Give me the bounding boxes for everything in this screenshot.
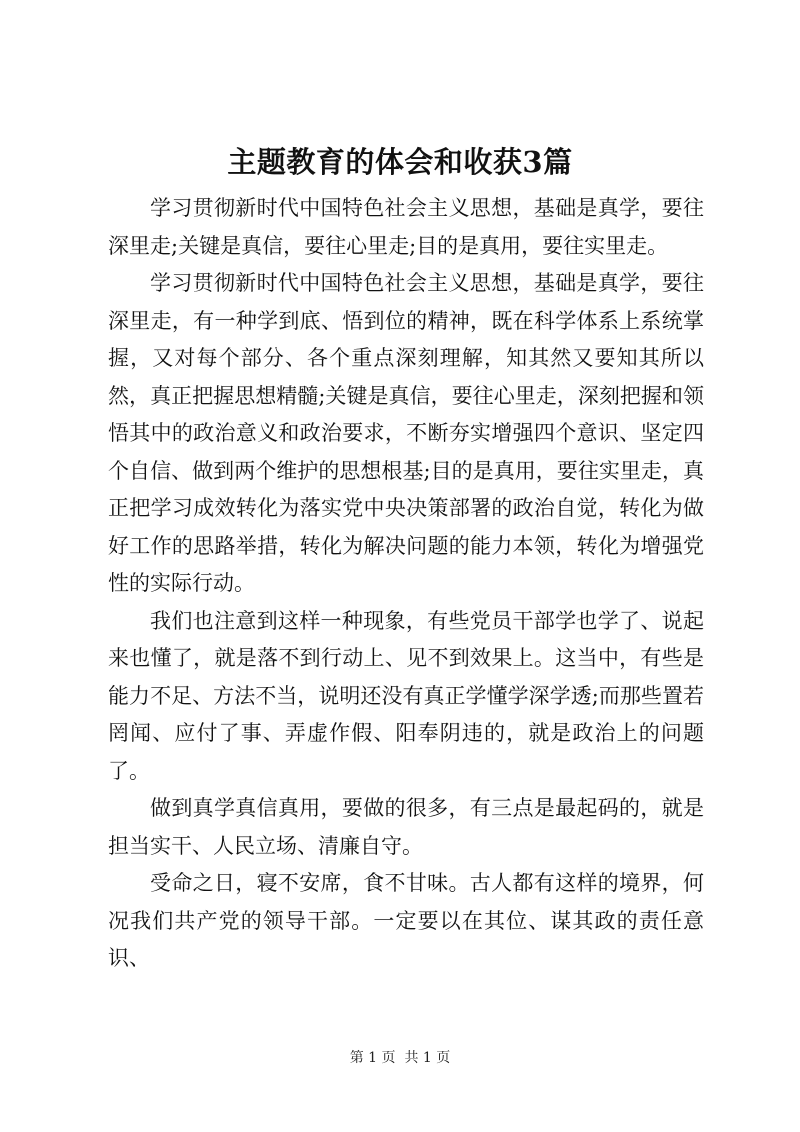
page-number-footer: 第 1 页 共 1 页 <box>349 1050 451 1066</box>
paragraph-5: 受命之日，寝不安席，食不甘味。古人都有这样的境界，何况我们共产党的领导干部。一定要以在其位、谋其政的责任意识、 <box>108 871 704 970</box>
document-title: 主题教育的体会和收获3篇 <box>227 145 573 179</box>
paragraph-4: 做到真学真信真用，要做的很多，有三点是最起码的，就是担当实干、人民立场、清廉自守。 <box>108 796 704 858</box>
document-body <box>108 190 704 978</box>
paragraph-2: 学习贯彻新时代中国特色社会主义思想，基础是真学，要往深里走，有一种学到底、悟到位的精神，既在科学体系上系统掌握，又对每个部分、各个重点深刻理解，知其然又要知其所以然，真正把握思想精髓;关键是真信，要往心里走，深刻把握和领悟其中的政治意义和政治要求，不断夯实增强四个意识、坚定四个自信、做到两个维护的思想根基;目的是真用，要往实里走，真正把学习成效转化为落实党中央决策部署的政治自觉，转化为做好工作的思路举措，转化为解决问题的能力本领，转化为增强党性的实际行动。 <box>108 271 704 595</box>
paragraph-1: 学习贯彻新时代中国特色社会主义思想，基础是真学，要往深里走;关键是真信，要往心里走;目的是真用，要往实里走。 <box>108 196 704 258</box>
paragraph-3: 我们也注意到这样一种现象，有些党员干部学也学了、说起来也懂了，就是落不到行动上、见不到效果上。这当中，有些是能力不足、方法不当，说明还没有真正学懂学深学透;而那些置若罔闻、应付了事、弄虚作假、阳奉阴违的，就是政治上的问题了。 <box>108 608 704 783</box>
